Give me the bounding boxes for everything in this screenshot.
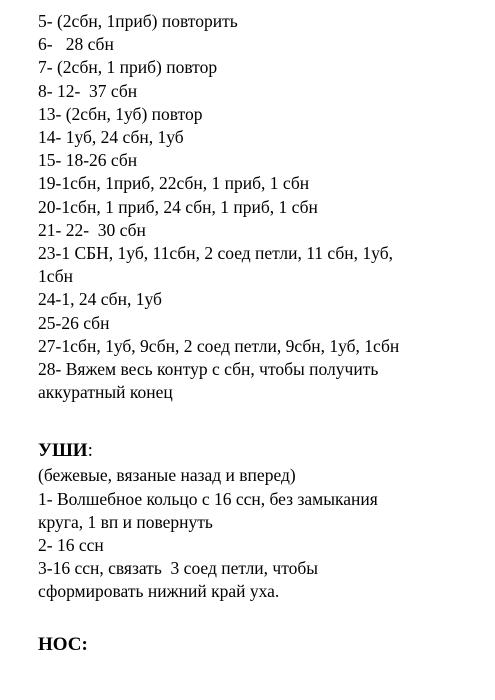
text-line: 19-1сбн, 1приб, 22сбн, 1 приб, 1 сбн (38, 173, 310, 194)
document-page (38, 10, 478, 658)
ears-section (38, 438, 478, 603)
text-line: 14- 1уб, 24 сбн, 1уб (38, 127, 184, 148)
text-line: аккуратный конец (38, 382, 173, 403)
text-line: 2- 16 ссн (38, 535, 104, 556)
text-line: круга, 1 вп и повернуть (38, 511, 213, 532)
text-line: 23-1 СБН, 1уб, 11сбн, 2 соед петли, 11 сбн, 1уб, (38, 243, 393, 264)
text-line: 7- (2сбн, 1 приб) повтор (38, 57, 218, 78)
text-line: (бежевые, вязаные назад и вперед) (38, 465, 296, 486)
text-line: 27-1сбн, 1уб, 9сбн, 2 соед петли, 9сбн, 1уб, 1сбн (38, 335, 400, 356)
text-line: сформировать нижний край уха. (38, 581, 280, 602)
text-line: 1- Волшебное кольцо с 16 ссн, без замыкания (38, 488, 378, 509)
section-heading-ears (38, 438, 478, 464)
text-line: 6- 28 сбн (38, 34, 114, 55)
text-line: 28- Вяжем весь контур с сбн, чтобы получить (38, 359, 379, 380)
text-line: 20-1сбн, 1 приб, 24 сбн, 1 приб, 1 сбн (38, 196, 318, 217)
text-line: 21- 22- 30 сбн (38, 219, 146, 240)
heading-colon: : (87, 440, 93, 462)
text-line: 13- (2сбн, 1уб) повтор (38, 103, 203, 124)
text-line: 8- 12- 37 сбн (38, 80, 138, 101)
text-line: 25-26 сбн (38, 312, 110, 333)
text-line: 1сбн (38, 266, 73, 287)
text-line: 24-1, 24 сбн, 1уб (38, 289, 162, 310)
text-line: 3-16 ссн, связать 3 соед петли, чтобы (38, 558, 319, 579)
nose-section (38, 632, 478, 658)
body-rows (38, 10, 478, 404)
heading-text: УШИ (38, 440, 88, 462)
text-line: 15- 18-26 сбн (38, 150, 138, 171)
section-heading-nose: НОС: (38, 633, 88, 655)
text-line: 5- (2сбн, 1приб) повторить (38, 11, 238, 31)
